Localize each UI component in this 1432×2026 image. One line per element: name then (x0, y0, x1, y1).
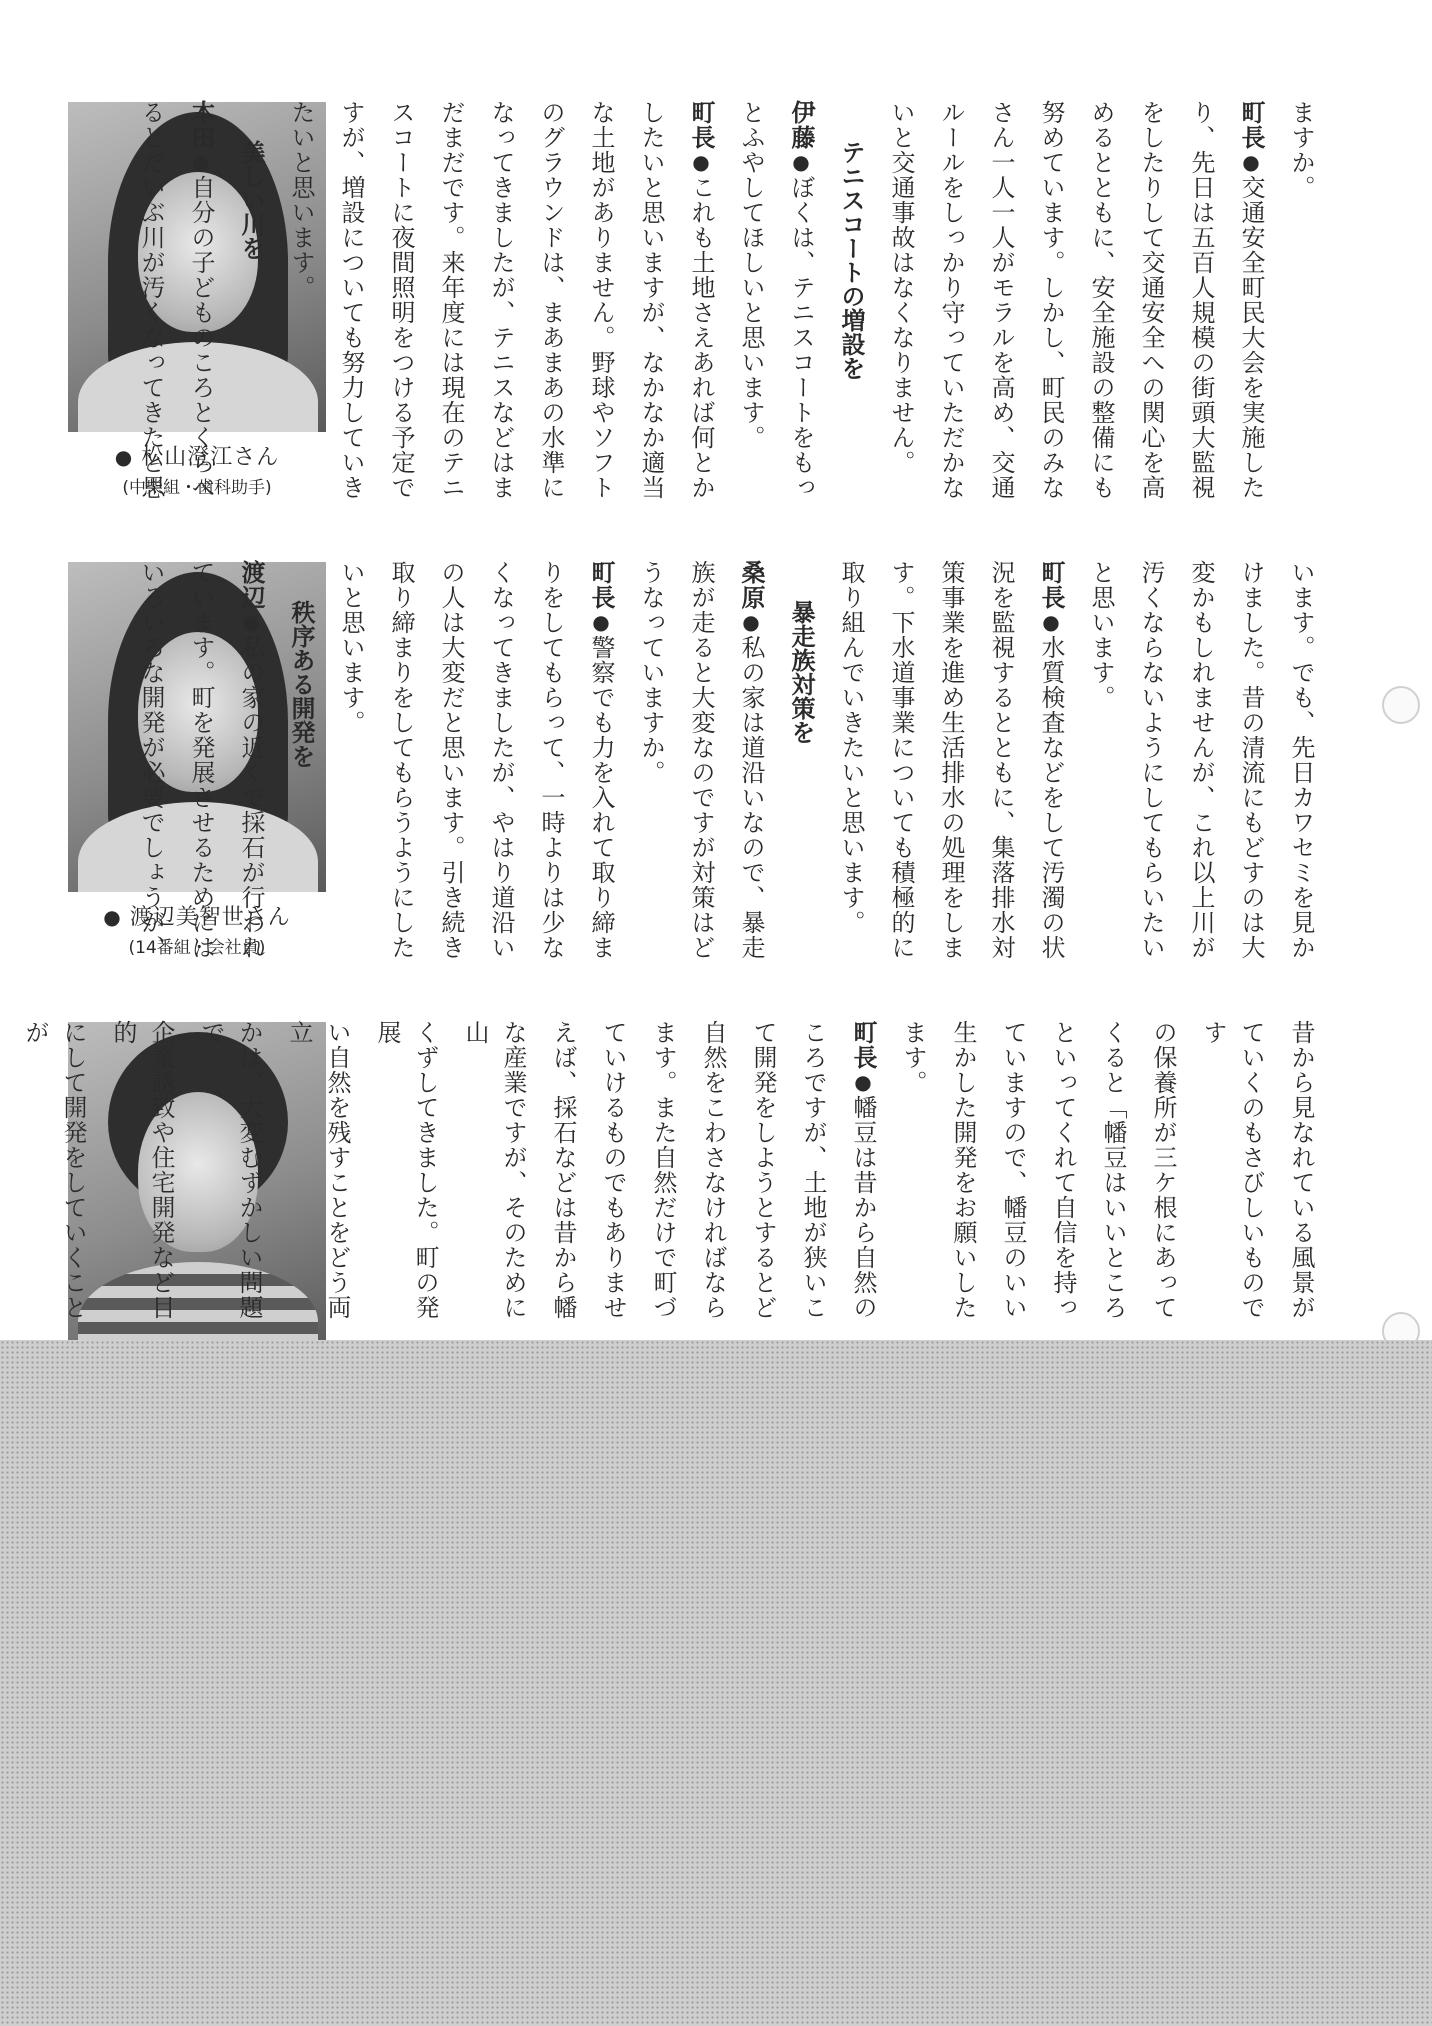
speaker: 町長 (587, 560, 615, 610)
speaker: 町長 (849, 1020, 877, 1070)
text-column: 取り組んでいきたいと思います。 (837, 560, 865, 935)
section-heading: 暴走族対策を (787, 600, 815, 744)
caption-detail: (14番組・会社員) (128, 938, 266, 958)
text-column: たいと思います。 (287, 100, 315, 300)
text-column: 汚くならないようにしてもらいたい (1137, 560, 1165, 960)
text-column: 町長●水質検査などをして汚濁の状 (1037, 560, 1065, 960)
text-column: 昔から見なれている風景が (1287, 1020, 1315, 1320)
text-band-1 (20, 100, 1320, 540)
text-band-2 (20, 560, 1320, 990)
text-column: 町長●警察でも力を入れて取り締ま (587, 560, 615, 960)
text-column: 生かした開発をお願いした (949, 1020, 977, 1320)
text-column: り、先日は五百人規模の街頭大監視 (1187, 100, 1215, 500)
section-heading: 秩序ある開発を (287, 600, 315, 768)
speaker: 町長 (687, 100, 715, 150)
text-column: の人は大変だと思います。引き続き (437, 560, 465, 960)
text-column: な産業ですが、そのために山 (461, 1020, 527, 1320)
text-column: かは、大変むずかしい問題で (197, 1020, 263, 1320)
text-column: けました。昔の清流にもどすのは大 (1237, 560, 1265, 960)
text-column: のグラウンドは、まあまあの水準に (537, 100, 565, 500)
text-column: 努めています。しかし、町民のみな (1037, 100, 1065, 500)
text-column: 企業誘致や住宅開発など目的 (109, 1020, 175, 1320)
text-column: 策事業を進め生活排水の処理をしま (937, 560, 965, 960)
speaker: 本田 (187, 100, 215, 150)
text-column: したいと思いますが、なかなか適当 (637, 100, 665, 500)
speaker: 町長 (1037, 560, 1065, 610)
text-column: と思います。 (1087, 560, 1115, 710)
caption-name: ● 松山澄江さん (114, 445, 280, 470)
text-column: スコートに夜間照明をつける予定で (387, 100, 415, 500)
text-column: にして開発をしていくことが (21, 1020, 87, 1320)
columns (21, 1020, 1320, 1340)
text-column: ていけるものでもありませ (599, 1020, 627, 1320)
text-column: て開発をしようとするとど (749, 1020, 777, 1320)
text-column: くなってきましたが、やはり道沿い (487, 560, 515, 960)
text-column: くずしてきました。町の発展 (373, 1020, 439, 1320)
text-column: ころですが、土地が狭いこ (799, 1020, 827, 1320)
punch-hole (1382, 686, 1420, 724)
text-column: めるとともに、安全施設の整備にも (1087, 100, 1115, 500)
text-column: いろいろな開発が必要でしょうが、 (137, 560, 165, 960)
text-column: 変かもしれませんが、これ以上川が (1187, 560, 1215, 960)
text-column: さん一人一人がモラルを高め、交通 (987, 100, 1015, 500)
text-column: えば、採石などは昔から幡 (549, 1020, 577, 1320)
text-band-3 (20, 1020, 1320, 1340)
speaker: 伊藤 (787, 100, 815, 150)
caption-detail: (中柴組・歯科助手) (122, 478, 272, 498)
text-column: なってきましたが、テニスなどはま (487, 100, 515, 500)
speaker: 渡辺 (237, 560, 265, 610)
text-column: 町長●交通安全町民大会を実施した (1237, 100, 1265, 500)
text-column: ます。 (899, 1020, 927, 1095)
text-column: ます。また自然だけで町づ (649, 1020, 677, 1320)
text-column: るとだいぶ川が汚くなってきたと思 (137, 100, 165, 500)
text-column: といってくれて自信を持っ (1049, 1020, 1077, 1320)
text-column: ていくのもさびしいものです (1199, 1020, 1265, 1320)
text-column: 渡辺●私の家の近くで採石が行われ (237, 560, 265, 960)
caption-name: ● 渡辺美智世さん (103, 905, 291, 930)
text-column: 町長●これも土地さえあれば何とか (687, 100, 715, 500)
text-column (0, 1020, 4, 1340)
text-column: 伊藤●ぼくは、テニスコートをもっ (787, 100, 815, 500)
text-column: 取り締まりをしてもらうようにした (387, 560, 415, 960)
text-column: すが、増設についても努力していき (337, 100, 365, 500)
text-column: とふやしてほしいと思います。 (737, 100, 765, 450)
text-column: 町長●幡豆は昔から自然の (849, 1020, 877, 1320)
text-column: の保養所が三ケ根にあって (1149, 1020, 1177, 1320)
text-column: ますか。 (1287, 100, 1315, 200)
speaker: 町長 (1237, 100, 1265, 150)
text-column: ていますので、幡豆のいい (999, 1020, 1027, 1320)
text-column: だまだです。来年度には現在のテニ (437, 100, 465, 500)
section-heading: テニスコートの増設を (837, 140, 865, 380)
text-column: 族が走ると大変なのですが対策はど (687, 560, 715, 960)
text-column: うなっていますか。 (637, 560, 665, 785)
text-column: いと交通事故はなくなりません。 (887, 100, 915, 475)
speaker: 桑原 (737, 560, 765, 610)
text-column: す。下水道事業についても積極的に (887, 560, 915, 960)
text-column: い自然を残すことをどう両立 (285, 1020, 351, 1320)
text-column: いと思います。 (337, 560, 365, 735)
text-column: 桑原●私の家は道沿いなので、暴走 (737, 560, 765, 960)
text-column: ています。町を発展させるためには (187, 560, 215, 960)
text-column: 況を監視するとともに、集落排水対 (987, 560, 1015, 960)
text-column: りをしてもらって、一時よりは少な (537, 560, 565, 960)
text-column: います。でも、先日カワセミを見か (1287, 560, 1315, 960)
text-column: をしたりして交通安全への関心を高 (1137, 100, 1165, 500)
text-column: 本田●自分の子どものころとくらべ (187, 100, 215, 500)
text-column: くると「幡豆はいいところ (1099, 1020, 1127, 1320)
text-column: ルールをしっかり守っていただかな (937, 100, 965, 500)
text-column: 自然をこわさなければなら (699, 1020, 727, 1320)
section-heading: 美しい川を (237, 140, 265, 260)
redaction-overlay (0, 1340, 1432, 2026)
text-column: な土地がありません。野球やソフト (587, 100, 615, 500)
